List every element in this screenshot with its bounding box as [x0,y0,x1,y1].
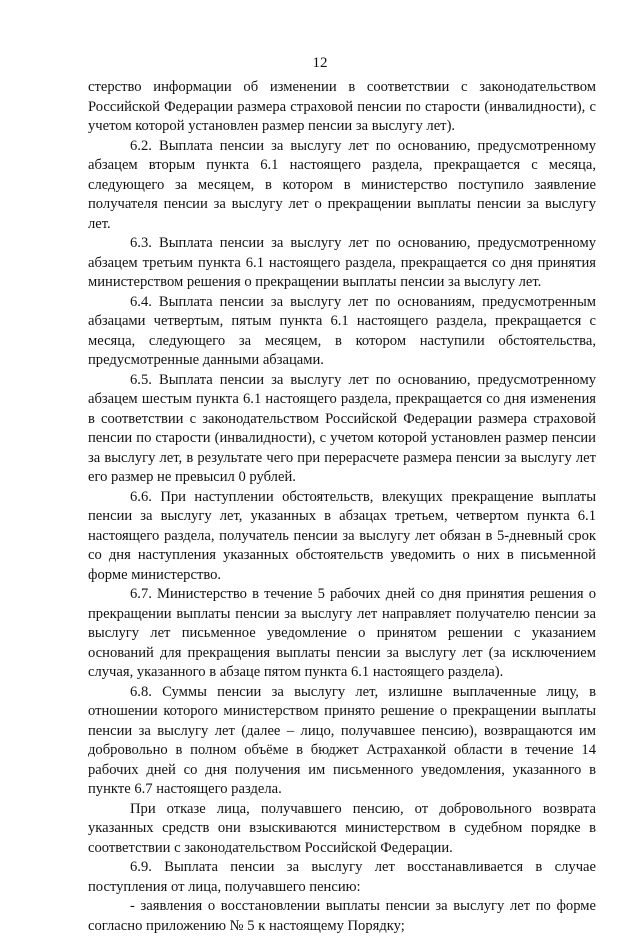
paragraph-refusal: При отказе лица, получавшего пенсию, от добровольного возврата указанных средств они взыскиваются министерством в судебном порядке в соответствии с законодательством Российской Федерации. [88,800,596,856]
document-body [88,78,596,936]
paragraph-6-2: 6.2. Выплата пенсии за выслугу лет по основанию, предусмотренному абзацем вторым пункта 6.1 настоящего раздела, прекращается с месяца, следующего за месяцем, в котором в министерство поступило заявление получателя пенсии за выслугу лет о прекращении выплаты пенсии за выслугу лет. [88,137,596,232]
page-number: 12 [312,55,328,71]
paragraph-6-6: 6.6. При наступлении обстоятельств, влекущих прекращение выплаты пенсии за выслугу лет, указанных в абзацах третьем, четвертом пункта 6.1 настоящего раздела, получатель пенсии за выслугу лет обязан в 5-дневный срок со дня наступления указанных обстоятельств уведомить о них в письменной форме министерство. [88,488,596,583]
paragraph-6-9: 6.9. Выплата пенсии за выслугу лет восстанавливается в случае поступления от лица, получавшего пенсию: [88,859,596,895]
paragraph-6-8: 6.8. Суммы пенсии за выслугу лет, излишне выплаченные лицу, в отношении которого министерством принято решение о прекращении выплаты пенсии за выслугу лет (далее – лицо, получавшее пенсию), возвращаются им добровольно в полном объёме в бюджет Астраханкой области в течение 14 рабочих дней со дня получения им письменного уведомления, указанного в пункте 6.7 настоящего раздела. [88,683,596,797]
list-item-application: - заявления о восстановлении выплаты пенсии за выслугу лет по форме согласно приложению № 5 к настоящему Порядку; [88,898,596,934]
paragraph-6-3: 6.3. Выплата пенсии за выслугу лет по основанию, предусмотренному абзацем третьим пункта 6.1 настоящего раздела, прекращается со дня принятия министерством решения о прекращении выплаты пенсии за выслугу лет. [88,235,596,290]
paragraph-6-5: 6.5. Выплата пенсии за выслугу лет по основанию, предусмотренному абзацем шестым пункта 6.1 настоящего раздела, прекращается со дня изменения в соответствии с законодательством Российской Федерации размера страховой пенсии по старости (инвалидности), с учетом которой установлен размер пенсии за выслугу лет, в результате чего при перерасчете размера пенсии за выслугу лет его размер не превысил 0 рублей. [88,371,596,485]
paragraph-6-7: 6.7. Министерство в течение 5 рабочих дней со дня принятия решения о прекращении выплаты пенсии за выслугу лет направляет получателю пенсии за выслугу лет письменное уведомление о принятом решении с указанием оснований для прекращения выплаты пенсии за выслугу лет (за исключением случая, указанного в абзаце пятом пункта 6.1 настоящего раздела). [88,586,596,680]
paragraph-6-4: 6.4. Выплата пенсии за выслугу лет по основаниям, предусмотренным абзацами четвертым, пятым пункта 6.1 настоящего раздела, прекращается с месяца, следующего за месяцем, в котором наступили обстоятельства, предусмотренные данными абзацами. [88,293,596,368]
paragraph-continuation: стерство информации об изменении в соответствии с законодательством Российской Федерации размера страховой пенсии по старости (инвалидности), с учетом которой установлен размер пенсии за выслугу лет). [88,79,596,134]
